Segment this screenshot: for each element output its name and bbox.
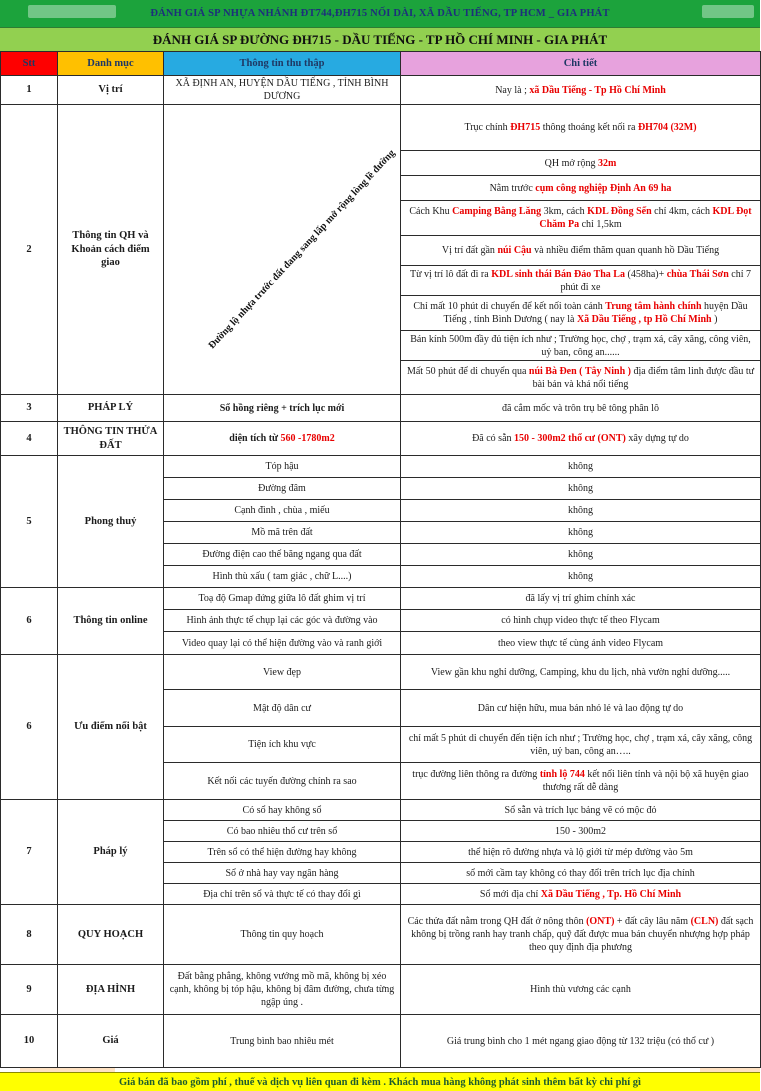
table-row bbox=[1, 655, 761, 690]
cell-detail bbox=[401, 763, 761, 800]
cell-detail bbox=[401, 500, 761, 522]
table-row bbox=[1, 422, 761, 456]
text-segment: Đường đâm bbox=[258, 483, 306, 494]
price-note-text: Giá bán đã bao gồm phí , thuế và dịch vụ liên quan đi kèm . Khách mua hàng không phát sinh thêm bất kỳ chi phí gì bbox=[119, 1076, 641, 1088]
cell-detail bbox=[401, 632, 761, 655]
cell-info bbox=[164, 500, 401, 522]
text-segment: đã cắm mốc và trôn trụ bê tông phân lô bbox=[502, 402, 659, 414]
price-note-banner bbox=[0, 1072, 760, 1091]
text-segment: Tiện ích khu vực bbox=[248, 739, 316, 750]
cell-category: PHÁP LÝ bbox=[58, 395, 164, 422]
text-segment: Sổ ở nhà hay vay ngân hàng bbox=[225, 867, 339, 879]
text-segment: Chỉ mất 10 phút di chuyển để kết nối toàn cảnh bbox=[413, 301, 606, 312]
text-segment: Địa chỉ trên sổ và thực tế có thay đổi gì bbox=[203, 888, 361, 900]
cell-stt: 1 bbox=[1, 76, 58, 105]
cell-detail bbox=[401, 727, 761, 763]
text-segment: Cách Khu bbox=[409, 206, 453, 217]
text-segment: đã lấy vị trí ghim chính xác bbox=[525, 593, 636, 604]
cell-detail bbox=[401, 800, 761, 821]
text-segment: 32m bbox=[598, 157, 617, 169]
cell-info bbox=[164, 690, 401, 727]
cell-detail bbox=[401, 821, 761, 842]
cell-category: ĐỊA HÌNH bbox=[58, 965, 164, 1015]
text-segment: núi Bà Đen ( Tây Ninh ) bbox=[528, 365, 631, 377]
cell-info bbox=[164, 842, 401, 863]
cell-detail bbox=[401, 588, 761, 610]
cell-detail bbox=[401, 566, 761, 588]
text-segment: (458ha)+ bbox=[624, 268, 667, 280]
table-row bbox=[1, 456, 761, 478]
text-segment: Sổ hồng riêng + trích lục mới bbox=[219, 402, 345, 414]
text-segment: đất sạch không bị trồng ranh hay tranh chấp, quỹ đất được mua bán chuyển nhượng hợp pháp theo quy định địa phương bbox=[411, 916, 754, 953]
cell-stt: 8 bbox=[1, 905, 58, 965]
cell-info bbox=[164, 588, 401, 610]
cell-stt: 5 bbox=[1, 456, 58, 588]
cell-stt: 6 bbox=[1, 655, 58, 800]
table-row bbox=[1, 588, 761, 610]
cell-stt: 10 bbox=[1, 1015, 58, 1068]
text-segment: Có bao nhiêu thổ cư trên sổ bbox=[226, 825, 338, 837]
page-title: ĐÁNH GIÁ SP ĐƯỜNG ĐH715 - DẦU TIẾNG - TP HỒ CHÍ MINH - GIA PHÁT bbox=[152, 31, 608, 47]
cell-detail bbox=[401, 331, 761, 361]
cell-info bbox=[164, 632, 401, 655]
text-segment: diện tích từ bbox=[229, 433, 281, 444]
text-segment: Giá trung bình cho 1 mét ngang giao động từ 132 triệu (có thổ cư ) bbox=[446, 1035, 715, 1047]
text-segment: Kết nối các tuyến đường chính ra sao bbox=[207, 775, 357, 787]
text-segment: + đất cây lâu năm bbox=[614, 916, 691, 927]
cell-stt: 2 bbox=[1, 105, 58, 395]
text-segment: Mật độ dân cư bbox=[253, 702, 311, 714]
text-segment: Tóp hậu bbox=[265, 461, 299, 472]
cell-info bbox=[164, 610, 401, 632]
cell-stt: 3 bbox=[1, 395, 58, 422]
text-segment: chỉ mất 5 phút di chuyển đến tiện ích như ; Trường học, chợ , trạm xá, cây xăng, công viên, uỷ ban, công an….. bbox=[408, 732, 753, 757]
text-segment: Có sổ hay không sổ bbox=[242, 804, 322, 816]
text-segment: Xã Dầu Tiếng , Tp. Hồ Chí Minh bbox=[540, 888, 682, 900]
cell-category: Giá bbox=[58, 1015, 164, 1068]
cell-detail bbox=[401, 478, 761, 500]
cell-detail bbox=[401, 884, 761, 905]
cell-detail bbox=[401, 395, 761, 422]
cell-detail bbox=[401, 422, 761, 456]
bottom-gap-strip bbox=[0, 1068, 760, 1072]
text-segment: Từ vị trí lô đất đi ra bbox=[409, 268, 492, 280]
cell-detail bbox=[401, 236, 761, 266]
text-segment: 3km, cách bbox=[541, 206, 588, 217]
cell-detail bbox=[401, 965, 761, 1015]
text-segment: View gần khu nghỉ dưỡng, Camping, khu du lịch, nhà vườn nghỉ dưỡng..... bbox=[430, 666, 731, 678]
text-segment: thể hiện rõ đường nhựa và lộ giới từ mép đường vào 5m bbox=[468, 846, 693, 858]
cell-detail bbox=[401, 690, 761, 727]
text-segment: Hình thù xấu ( tam giác , chữ L....) bbox=[212, 571, 352, 582]
text-segment: có hình chụp video thực tế theo Flycam bbox=[501, 615, 660, 626]
text-segment: Hình ảnh thực tế chụp lại các góc và đường vào bbox=[186, 615, 378, 626]
text-segment: ) bbox=[711, 314, 718, 325]
cell-category: Vị trí bbox=[58, 76, 164, 105]
cell-category: Phong thuỷ bbox=[58, 456, 164, 588]
cell-detail bbox=[401, 905, 761, 965]
banner-watermark-right bbox=[702, 5, 754, 18]
text-segment: ĐH704 (32M) bbox=[637, 122, 697, 133]
text-segment: KDL Đọt Chăm Pa bbox=[539, 206, 752, 230]
text-segment: Bán kính 500m đầy đủ tiện ích như ; Trường học, chợ , trạm xá, cây xăng, công viên, uỷ ban, công an...... bbox=[410, 333, 751, 358]
cell-info bbox=[164, 478, 401, 500]
cell-info bbox=[164, 422, 401, 456]
text-segment: theo view thực tế cùng ảnh video Flycam bbox=[497, 637, 664, 649]
cell-info bbox=[164, 727, 401, 763]
text-segment: không bbox=[568, 483, 593, 494]
smudge-right bbox=[700, 1068, 760, 1072]
column-header-category: Danh mục bbox=[58, 52, 164, 76]
table-row bbox=[1, 395, 761, 422]
cell-info bbox=[164, 905, 401, 965]
text-segment: 560 -1780m2 bbox=[280, 433, 335, 444]
text-segment: tỉnh lộ 744 bbox=[539, 769, 585, 780]
cell-stt: 4 bbox=[1, 422, 58, 456]
cell-category: Ưu điểm nổi bật bbox=[58, 655, 164, 800]
cell-info bbox=[164, 76, 401, 105]
cell-detail bbox=[401, 544, 761, 566]
cell-info bbox=[164, 544, 401, 566]
cell-detail bbox=[401, 105, 761, 151]
text-segment: xây dựng tự do bbox=[625, 433, 689, 444]
cell-detail bbox=[401, 201, 761, 236]
cell-info-merged bbox=[164, 105, 401, 395]
text-segment: Sổ sẵn và trích lục bảng vẽ có mộc đỏ bbox=[504, 804, 657, 816]
cell-detail bbox=[401, 266, 761, 296]
cell-detail bbox=[401, 456, 761, 478]
column-header-info: Thông tin thu thập bbox=[164, 52, 401, 76]
text-segment: Hình thù vương các cạnh bbox=[530, 984, 631, 995]
text-segment: huyện Dầu Tiếng , tỉnh Bình Dương ( nay là bbox=[443, 301, 748, 325]
text-segment: KDL sinh thái Bán Đảo Tha La bbox=[491, 268, 625, 280]
cell-detail bbox=[401, 296, 761, 331]
cell-stt: 7 bbox=[1, 800, 58, 905]
text-segment: kết nối liên tỉnh và nội bộ xã huyện giao thương rất dễ dàng bbox=[542, 769, 749, 793]
text-segment: QH mở rộng bbox=[544, 157, 598, 169]
cell-info bbox=[164, 884, 401, 905]
text-segment: chỉ 4km, cách bbox=[651, 206, 713, 217]
smudge-left bbox=[20, 1068, 115, 1072]
text-segment: Dân cư hiện hữu, mua bán nhỏ lẻ và lao động tự do bbox=[477, 702, 684, 714]
text-segment: 150 - 300m2 bbox=[554, 825, 607, 837]
text-segment: xã Dầu Tiếng - Tp Hồ Chí Minh bbox=[529, 84, 666, 96]
table-row bbox=[1, 76, 761, 105]
text-segment: Trung bình bao nhiêu mét bbox=[230, 1035, 334, 1047]
text-segment: View đẹp bbox=[263, 666, 301, 678]
cell-detail bbox=[401, 863, 761, 884]
text-segment: ĐH715 bbox=[510, 122, 541, 133]
text-segment: Thông tin quy hoạch bbox=[240, 929, 324, 940]
cell-detail bbox=[401, 151, 761, 176]
table-row bbox=[1, 800, 761, 821]
cell-detail bbox=[401, 522, 761, 544]
text-segment: Đất bằng phẳng, không vướng mồ mã, không bị xéo cạnh, không bị tóp hậu, không bị đâm đường, chưa từng ngập úng . bbox=[169, 971, 395, 1008]
cell-info bbox=[164, 566, 401, 588]
table-body bbox=[1, 76, 761, 1068]
cell-info bbox=[164, 655, 401, 690]
text-segment: núi Cậu bbox=[497, 245, 532, 256]
text-segment: cụm công nghiệp Định An 69 ha bbox=[535, 182, 672, 194]
cell-detail bbox=[401, 1015, 761, 1068]
cell-category: QUY HOẠCH bbox=[58, 905, 164, 965]
text-segment: Các thửa đất nằm trong QH đất ở nông thôn bbox=[407, 916, 587, 927]
text-segment: 150 - 300m2 thổ cư (ONT) bbox=[514, 433, 626, 444]
cell-category: Thông tin QH và Khoản cách điểm giao bbox=[58, 105, 164, 395]
text-segment: KDL Đồng Sến bbox=[587, 206, 652, 217]
text-segment: không bbox=[568, 527, 593, 538]
text-segment: không bbox=[568, 505, 593, 516]
cell-info bbox=[164, 395, 401, 422]
text-segment: Cạnh đình , chùa , miếu bbox=[234, 505, 330, 516]
cell-category: Pháp lý bbox=[58, 800, 164, 905]
text-segment: Vị trí đất gần bbox=[441, 245, 498, 256]
text-segment: Sổ mới địa chỉ bbox=[479, 888, 541, 900]
top-banner bbox=[0, 0, 760, 27]
text-segment: và nhiều điểm thăm quan quanh hồ Dầu Tiếng bbox=[531, 245, 720, 256]
cell-info bbox=[164, 1015, 401, 1068]
cell-info bbox=[164, 863, 401, 884]
cell-detail bbox=[401, 176, 761, 201]
text-segment: Đã có sẵn bbox=[472, 433, 515, 444]
text-segment: (CLN) bbox=[690, 916, 719, 927]
text-segment: trục đường liên thông ra đường bbox=[412, 769, 540, 780]
cell-info bbox=[164, 821, 401, 842]
cell-info bbox=[164, 456, 401, 478]
cell-info bbox=[164, 522, 401, 544]
cell-info bbox=[164, 800, 401, 821]
merged-info-text: Đường lộ nhựa trước đất đang sang lấp mở rộng lòng lề đường bbox=[206, 147, 398, 352]
cell-detail bbox=[401, 361, 761, 395]
text-segment: Trung tâm hành chính bbox=[605, 301, 702, 312]
text-segment: thông thoáng kết nối ra bbox=[540, 122, 638, 133]
cell-detail bbox=[401, 842, 761, 863]
table-row bbox=[1, 1015, 761, 1068]
column-header-detail: Chi tiết bbox=[401, 52, 761, 76]
cell-stt: 9 bbox=[1, 965, 58, 1015]
page-title-bar bbox=[0, 27, 760, 51]
text-segment: Nằm trước bbox=[489, 182, 536, 194]
cell-info bbox=[164, 763, 401, 800]
cell-stt: 6 bbox=[1, 588, 58, 655]
text-segment: XÃ ĐỊNH AN, HUYỆN DẦU TIẾNG , TỈNH BÌNH DƯƠNG bbox=[175, 78, 389, 102]
table-row bbox=[1, 905, 761, 965]
text-segment: chùa Thái Sơn bbox=[666, 268, 729, 280]
cell-detail bbox=[401, 76, 761, 105]
text-segment: không bbox=[568, 461, 593, 472]
text-segment: Trục chính bbox=[464, 122, 511, 133]
table-row bbox=[1, 965, 761, 1015]
text-segment: không bbox=[568, 571, 593, 582]
text-segment: Đường điện cao thế băng ngang qua đất bbox=[202, 549, 362, 560]
top-banner-text: ĐÁNH GIÁ SP NHỰA NHÁNH ĐT744,ĐH715 NỐI DÀI, XÃ DẦU TIẾNG, TP HCM _ GIA PHÁT bbox=[150, 8, 610, 19]
text-segment: chỉ 7 phút đi xe bbox=[560, 268, 752, 293]
text-segment: Video quay lại có thể hiện đường vào và ranh giới bbox=[181, 637, 383, 649]
text-segment: Xã Dầu Tiếng , tp Hồ Chí Minh bbox=[576, 314, 712, 325]
text-segment: Camping Bằng Lăng bbox=[452, 206, 542, 217]
text-segment: Mồ mã trên đất bbox=[251, 527, 313, 538]
text-segment: Trên sổ có thể hiện đường hay không bbox=[207, 846, 357, 858]
text-segment: không bbox=[568, 549, 593, 560]
text-segment: Mất 50 phút để di chuyển qua bbox=[406, 365, 529, 377]
cell-category: Thông tin online bbox=[58, 588, 164, 655]
text-segment: Nay là ; bbox=[495, 84, 530, 96]
text-segment: chỉ 1,5km bbox=[579, 219, 622, 230]
table-row bbox=[1, 105, 761, 151]
text-segment: sổ mới cầm tay không có thay đổi trên trích lục địa chính bbox=[466, 867, 695, 879]
column-header-stt: Stt bbox=[1, 52, 58, 76]
banner-watermark-left bbox=[28, 5, 116, 18]
text-segment: Toạ độ Gmap đứng giữa lô đất ghim vị trí bbox=[198, 593, 366, 604]
cell-info bbox=[164, 965, 401, 1015]
cell-detail bbox=[401, 655, 761, 690]
cell-category: THÔNG TIN THỬA ĐẤT bbox=[58, 422, 164, 456]
evaluation-table bbox=[0, 51, 761, 1068]
table-header-row bbox=[1, 52, 761, 76]
text-segment: địa điểm tâm linh được đầu tư bài bản và khá nổi tiếng bbox=[532, 365, 755, 390]
text-segment: (ONT) bbox=[586, 916, 615, 927]
cell-detail bbox=[401, 610, 761, 632]
